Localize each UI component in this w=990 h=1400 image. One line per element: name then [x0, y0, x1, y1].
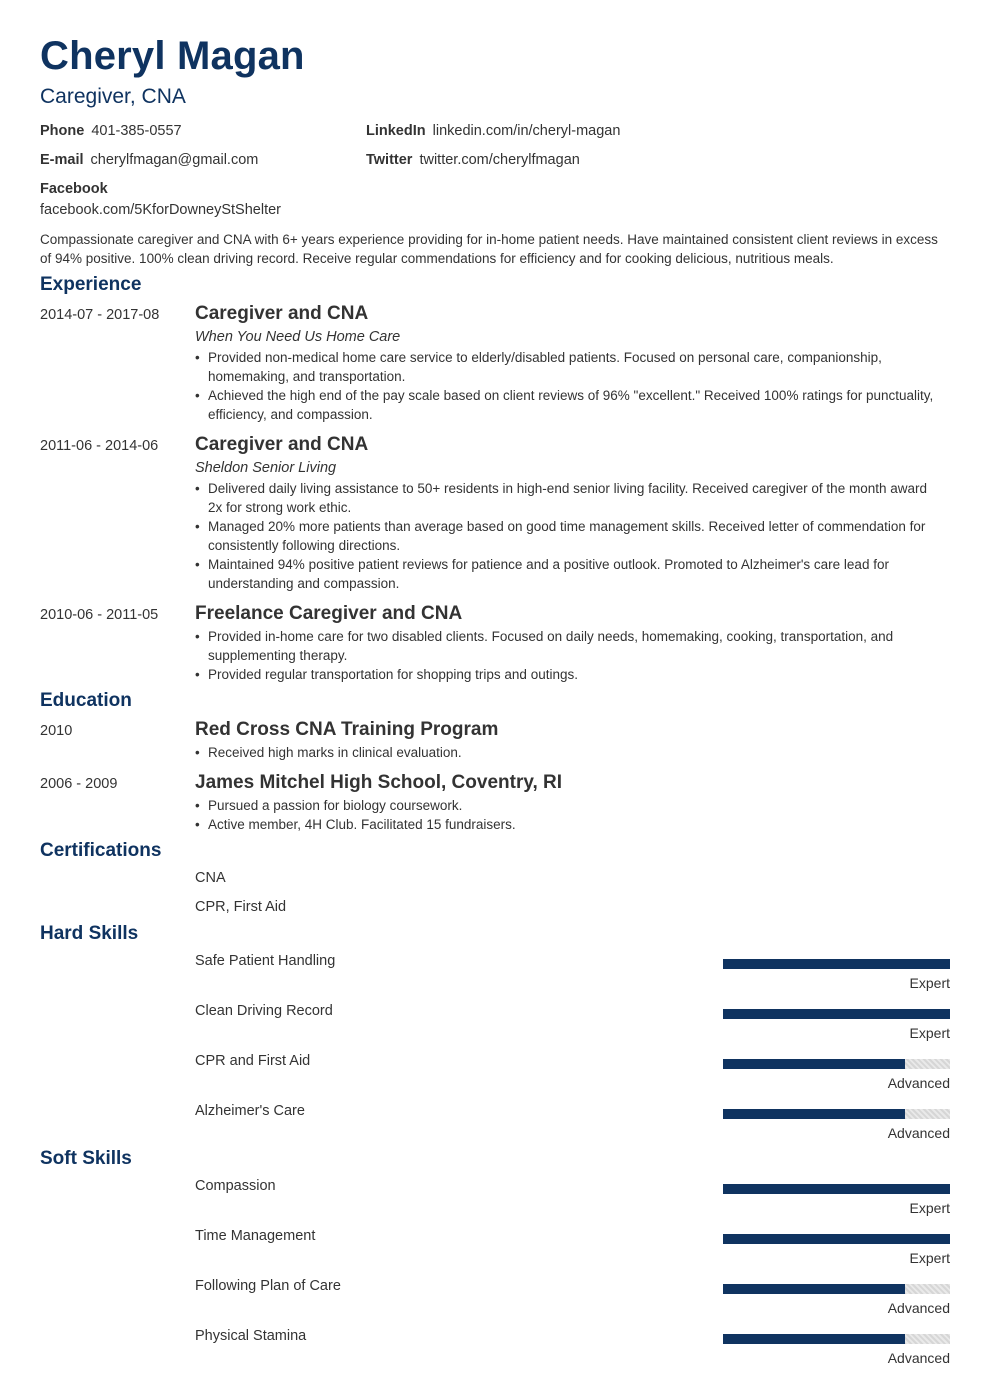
- entry-date: 2011-06 - 2014-06: [40, 438, 159, 454]
- skill-bar-fill: [723, 1109, 905, 1119]
- bullet: • Delivered daily living assistance to 50+ residents in high-end senior living facility. Received caregiver of the month award 2x for strong work ethic.: [195, 479, 940, 517]
- bullet: • Managed 20% more patients than average based on good time management skills. Received letter of commendation for consistently following directions.: [195, 517, 940, 555]
- certifications-heading: Certifications: [40, 840, 162, 861]
- skill-name: Time Management: [195, 1228, 316, 1244]
- skill-bar: [723, 1109, 950, 1119]
- contact-facebook-value: [40, 202, 281, 218]
- contact-phone: [40, 123, 182, 139]
- skill-name: Compassion: [195, 1178, 276, 1194]
- bullet: • Provided regular transportation for shopping trips and outings.: [195, 665, 940, 684]
- skill-row: [195, 1278, 950, 1323]
- bullet: • Pursued a passion for biology coursework.: [195, 796, 940, 815]
- certification-item: CPR, First Aid: [195, 899, 287, 915]
- entry-role: Caregiver and CNA: [195, 303, 369, 324]
- entry-role: Caregiver and CNA: [195, 434, 369, 455]
- entry-bullets: [195, 479, 940, 593]
- entry-body: [195, 602, 940, 684]
- entry-org: Sheldon Senior Living: [195, 460, 337, 476]
- skill-bar: [723, 1009, 950, 1019]
- bullet: • Provided in-home care for two disabled clients. Focused on daily needs, homemaking, cooking, transportation, and supplementing therapy.: [195, 627, 940, 665]
- entry-date: 2010-06 - 2011-05: [40, 607, 159, 623]
- bullet: • Achieved the high end of the pay scale based on client reviews of 96% "excellent." Received 100% ratings for punctuality, efficiency, and compassion.: [195, 386, 940, 424]
- skill-name: Physical Stamina: [195, 1328, 307, 1344]
- skill-bar-fill: [723, 959, 950, 969]
- twitter-label: Twitter: [366, 152, 413, 168]
- skill-row: [195, 953, 950, 998]
- skill-row: [195, 1228, 950, 1273]
- skill-bar: [723, 1184, 950, 1194]
- skill-level: Expert: [909, 975, 950, 991]
- skill-level: Advanced: [887, 1350, 950, 1366]
- entry-date: 2006 - 2009: [40, 776, 118, 792]
- facebook-value[interactable]: facebook.com/5KforDowneyStShelter: [40, 202, 281, 218]
- skill-bar-fill: [723, 1234, 950, 1244]
- skill-bar-fill: [723, 1284, 905, 1294]
- facebook-label: Facebook: [40, 181, 108, 197]
- skill-row: [195, 1003, 950, 1048]
- entry-bullets: [195, 796, 940, 834]
- skill-name: Alzheimer's Care: [195, 1103, 305, 1119]
- contact-facebook-label: [40, 181, 115, 197]
- skill-bar: [723, 959, 950, 969]
- candidate-name: Cheryl Magan: [40, 34, 305, 78]
- skill-bar-fill: [723, 1184, 950, 1194]
- education-heading: Education: [40, 690, 132, 711]
- contact-email: [40, 152, 258, 168]
- skill-bar: [723, 1234, 950, 1244]
- skill-level: Expert: [909, 1025, 950, 1041]
- skill-bar-fill: [723, 1059, 905, 1069]
- summary: Compassionate caregiver and CNA with 6+ years experience providing for in-home patient needs. Have maintained consistent client reviews in excess of 94% positive. 100% clean driving record. Receive regular commendations for efficiency and for cooking delicious, nutritious meals.: [40, 232, 938, 266]
- skill-level: Advanced: [887, 1125, 950, 1141]
- skill-bar: [723, 1334, 950, 1344]
- bullet: • Maintained 94% positive patient reviews for patience and a positive outlook. Promoted to Alzheimer's care lead for understanding and compassion.: [195, 555, 940, 593]
- skill-name: Clean Driving Record: [195, 1003, 333, 1019]
- entry-bullets: [195, 743, 940, 762]
- skill-level: Advanced: [887, 1075, 950, 1091]
- skill-level: Expert: [909, 1250, 950, 1266]
- email-value[interactable]: cherylfmagan@gmail.com: [90, 152, 259, 168]
- skill-level: Expert: [909, 1200, 950, 1216]
- contact-twitter: [366, 152, 580, 168]
- certification-item: CNA: [195, 870, 226, 886]
- skill-name: CPR and First Aid: [195, 1053, 311, 1069]
- twitter-value[interactable]: twitter.com/cherylfmagan: [419, 152, 580, 168]
- job-title: Caregiver, CNA: [40, 85, 186, 108]
- bullet: • Provided non-medical home care service to elderly/disabled patients. Focused on personal care, companionship, homemaking, and transportation.: [195, 348, 940, 386]
- linkedin-label: LinkedIn: [366, 123, 426, 139]
- entry-role: Red Cross CNA Training Program: [195, 719, 499, 740]
- soft-skills-heading: Soft Skills: [40, 1148, 132, 1169]
- skill-name: Safe Patient Handling: [195, 953, 336, 969]
- skill-bar: [723, 1059, 950, 1069]
- experience-heading: Experience: [40, 274, 142, 295]
- entry-body: [195, 771, 940, 834]
- skill-level: Advanced: [887, 1300, 950, 1316]
- skill-name: Following Plan of Care: [195, 1278, 341, 1294]
- phone-value: 401-385-0557: [91, 123, 182, 139]
- email-label: E-mail: [40, 152, 84, 168]
- entry-body: [195, 302, 940, 424]
- skill-bar-fill: [723, 1334, 905, 1344]
- entry-role: James Mitchel High School, Coventry, RI: [195, 772, 563, 793]
- phone-label: Phone: [40, 123, 85, 139]
- entry-bullets: [195, 627, 940, 684]
- skill-row: [195, 1328, 950, 1373]
- entry-body: [195, 433, 940, 593]
- entry-date: 2010: [40, 723, 73, 739]
- skill-row: [195, 1178, 950, 1223]
- hard-skills-heading: Hard Skills: [40, 923, 139, 944]
- entry-body: [195, 718, 940, 762]
- entry-date: 2014-07 - 2017-08: [40, 307, 160, 323]
- bullet: • Active member, 4H Club. Facilitated 15 fundraisers.: [195, 815, 940, 834]
- entry-bullets: [195, 348, 940, 424]
- skill-row: [195, 1053, 950, 1098]
- contact-linkedin: [366, 123, 620, 139]
- skill-bar: [723, 1284, 950, 1294]
- entry-org: When You Need Us Home Care: [195, 329, 401, 345]
- entry-role: Freelance Caregiver and CNA: [195, 603, 463, 624]
- bullet: • Received high marks in clinical evaluation.: [195, 743, 940, 762]
- linkedin-value[interactable]: linkedin.com/in/cheryl-magan: [432, 123, 621, 139]
- skill-row: [195, 1103, 950, 1148]
- skill-bar-fill: [723, 1009, 950, 1019]
